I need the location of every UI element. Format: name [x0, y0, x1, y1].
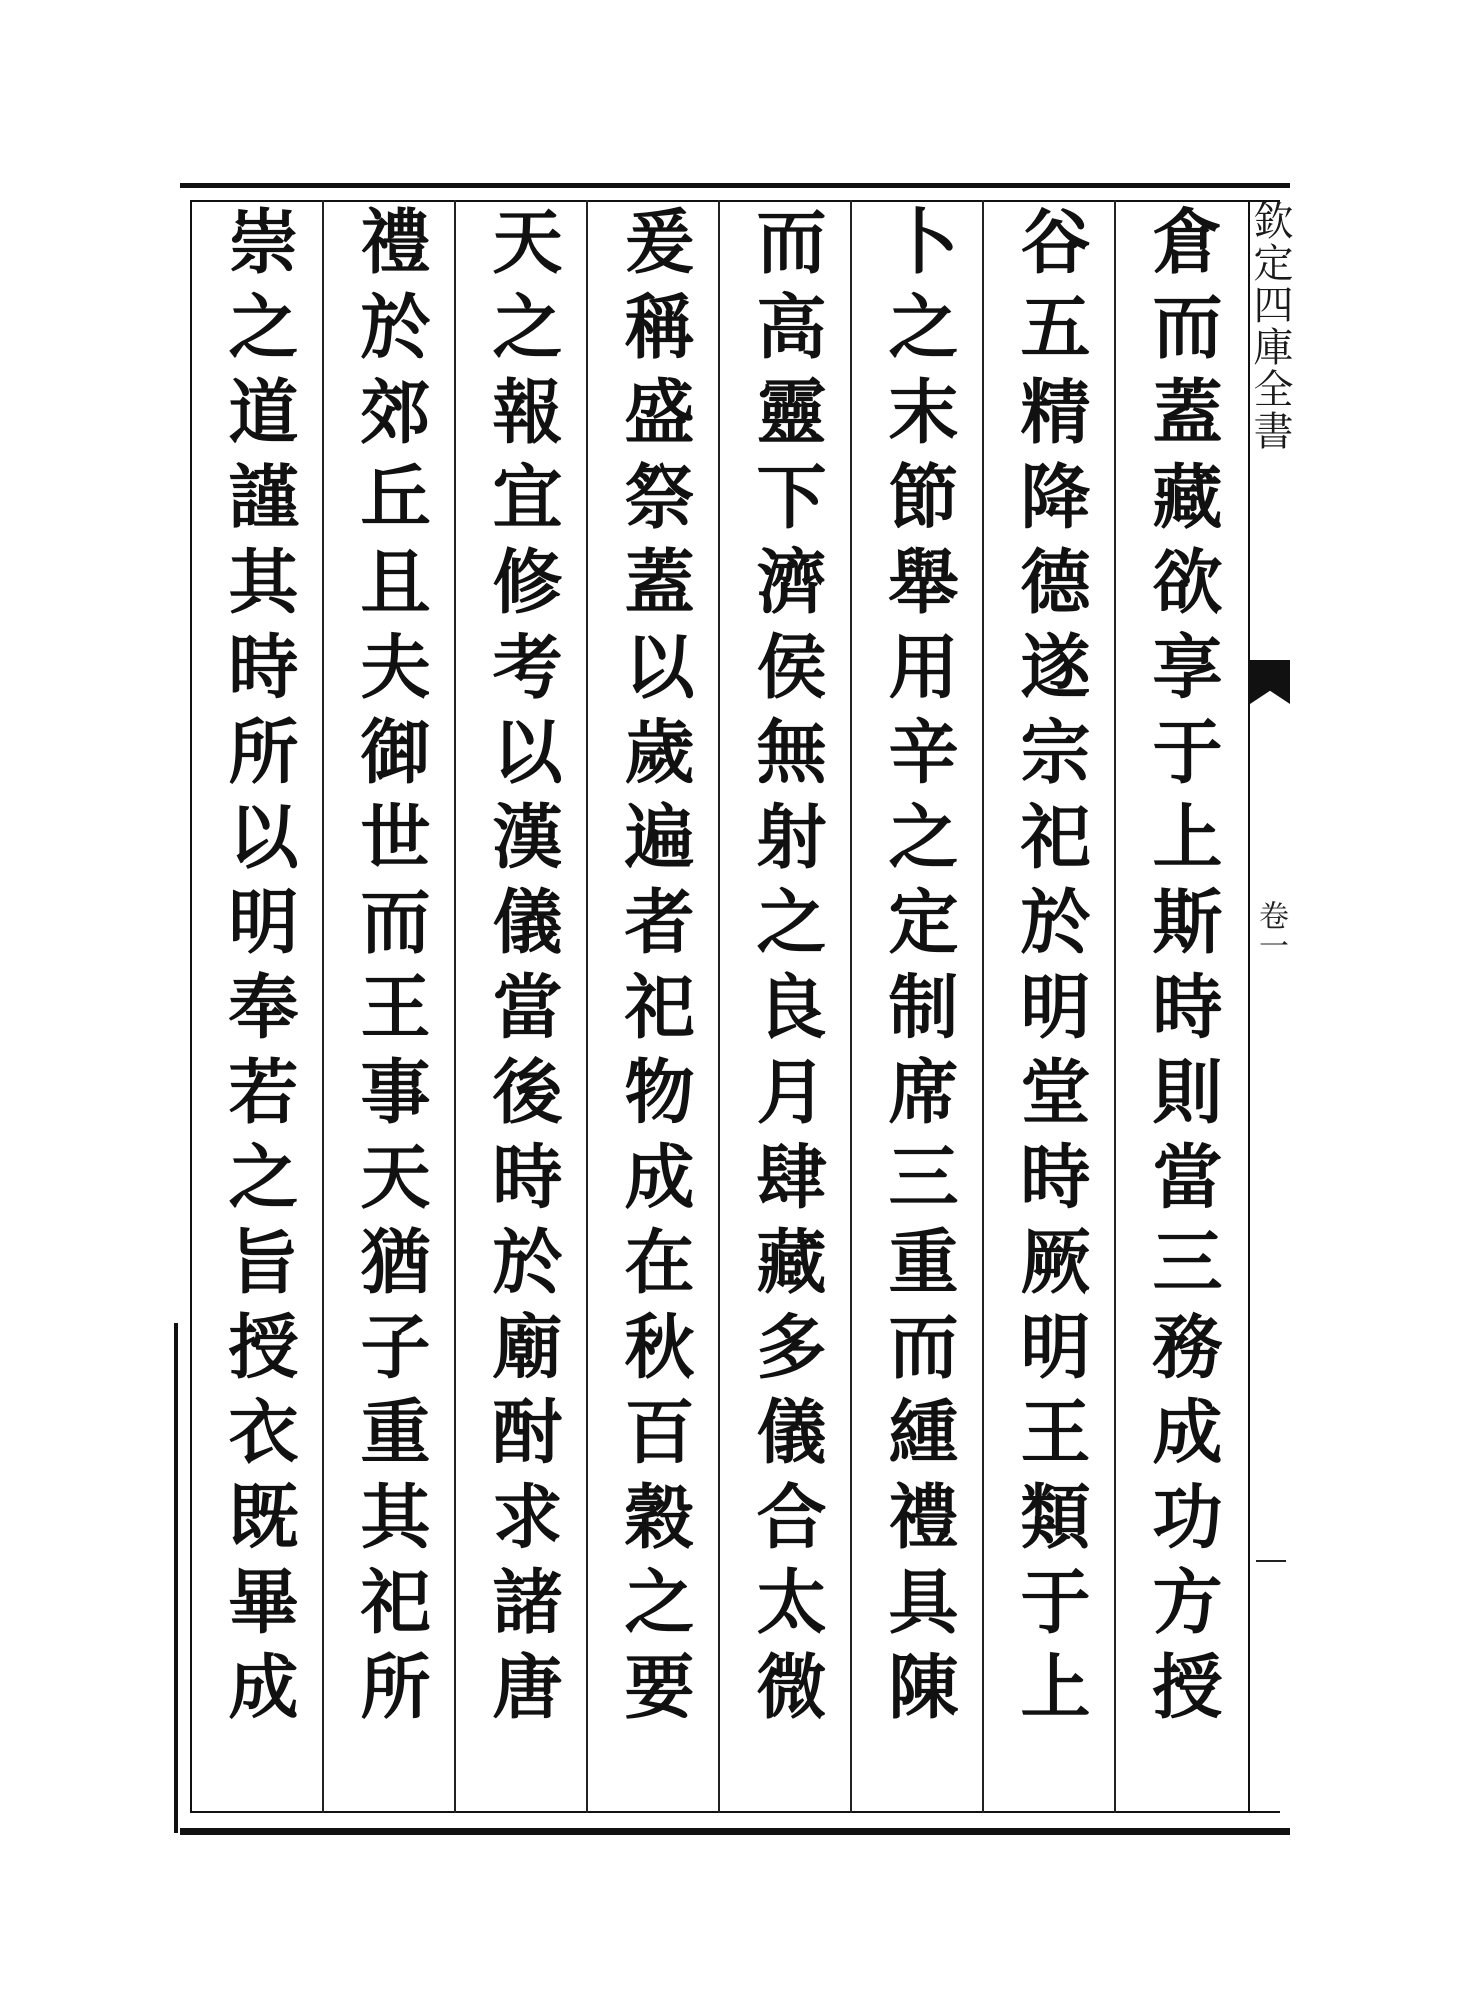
text-column-4: 而高靈下濟侯無射之良月肆藏多儀合太微: [745, 205, 828, 1735]
left-border-outer: [174, 1323, 178, 1833]
volume-label: 卷一: [1253, 900, 1288, 960]
top-border-outer: [180, 183, 1290, 188]
text-columns: [192, 205, 1248, 1815]
text-column-6: 天之報宜修考以漢儀當後時於廟酎求諸唐: [481, 205, 564, 1735]
text-column-8: 崇之道謹其時所以明奉若之旨授衣既畢成: [217, 205, 300, 1735]
text-column-7: 禮於郊丘且夫御世而王事天猶子重其祀所: [349, 205, 432, 1735]
text-column-3: 卜之末節舉用辛之定制席三重而緟禮具陳: [877, 205, 960, 1735]
fishtail-mark-icon: [1250, 660, 1290, 704]
top-border-inner: [190, 200, 1280, 202]
text-column-5: 爰稱盛祭蓋以歲遍者祀物成在秋百穀之要: [613, 205, 696, 1735]
text-column-1: 倉而蓋藏欲享于上斯時則當三務成功方授: [1141, 205, 1224, 1735]
bottom-border-outer: [180, 1828, 1290, 1835]
book-gutter: [1248, 200, 1292, 1820]
text-column-2: 谷五精降德遂宗祀於明堂時厥明王類于上: [1009, 205, 1092, 1735]
gutter-mark: [1256, 1560, 1286, 1562]
book-title: 欽定四庫全書: [1247, 200, 1293, 452]
